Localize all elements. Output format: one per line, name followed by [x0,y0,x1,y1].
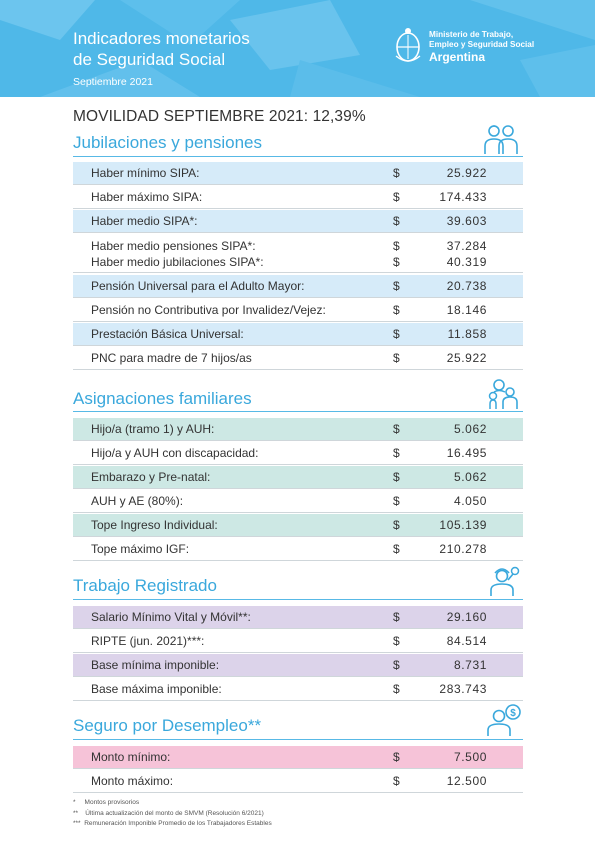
row-currency: $ [393,351,400,365]
row-value: 39.603 [446,214,487,228]
footnotes [73,798,272,830]
table-row [73,678,523,701]
row-currency: $ [393,446,400,460]
section-divider [73,739,523,740]
row-currency: $ [393,750,400,764]
section-divider [73,411,523,412]
row-currency-second: $ [393,255,400,269]
row-label: Haber medio SIPA*: [91,214,198,228]
footnote: *** Remuneración Imponible Promedio de los Trabajadores Estables [73,820,272,827]
table-row [73,746,523,769]
ministry-logo-text [429,30,534,64]
table-row [73,442,523,465]
row-currency: $ [393,658,400,672]
table-row [73,538,523,561]
coat-of-arms-icon [393,26,423,66]
row-currency: $ [393,190,400,204]
row-label-second: Haber medio jubilaciones SIPA*: [91,255,264,269]
row-value: 16.495 [446,446,487,460]
section-divider [73,156,523,157]
section-title-trabajo: Trabajo Registrado [73,576,217,595]
row-label: Hijo/a (tramo 1) y AUH: [91,422,215,436]
section-title-asignaciones: Asignaciones familiares [73,389,252,408]
family-icon [486,376,520,410]
row-currency: $ [393,303,400,317]
row-value: 5.062 [453,470,487,484]
person-money-icon [487,703,521,737]
row-currency: $ [393,542,400,556]
row-value: 283.743 [439,682,487,696]
table-row [73,466,523,489]
header-title-line1: Indicadores monetarios [73,29,250,48]
row-currency: $ [393,682,400,696]
row-label: Pensión no Contributiva por Invalidez/Vejez: [91,303,326,317]
row-currency: $ [393,239,400,253]
movilidad-heading: MOVILIDAD SEPTIEMBRE 2021: 12,39% [73,108,366,125]
row-label: AUH y AE (80%): [91,494,184,508]
table-row [73,654,523,677]
table-row [73,418,523,441]
row-value: 25.922 [446,166,487,180]
table-row [73,323,523,346]
section-divider [73,599,523,600]
row-label: Hijo/a y AUH con discapacidad: [91,446,259,460]
svg-text:$: $ [510,708,516,719]
row-value: 20.738 [446,279,487,293]
row-label: Haber medio pensiones SIPA*: [91,239,256,253]
row-currency: $ [393,422,400,436]
row-currency: $ [393,494,400,508]
section-title-seguro: Seguro por Desempleo** [73,716,262,735]
row-value: 210.278 [439,542,487,556]
worker-wrench-icon [487,563,521,597]
row-label: RIPTE (jun. 2021)***: [91,634,205,648]
row-label: Base mínima imponible: [91,658,220,672]
table-row [73,210,523,233]
row-currency: $ [393,610,400,624]
row-label: PNC para madre de 7 hijos/as [91,351,252,365]
table-row [73,235,523,273]
row-currency: $ [393,327,400,341]
section-title-jubilaciones: Jubilaciones y pensiones [73,133,263,152]
row-currency: $ [393,774,400,788]
row-value-second: 40.319 [446,255,487,269]
row-value: 25.922 [446,351,487,365]
row-value: 8.731 [453,658,487,672]
ministry-line2: Empleo y Seguridad Social [429,40,535,49]
row-label: Prestación Básica Universal: [91,327,244,341]
row-label: Salario Mínimo Vital y Móvil**: [91,610,251,624]
page-header [0,0,595,97]
table-row [73,630,523,653]
row-currency: $ [393,518,400,532]
ministry-line1: Ministerio de Trabajo, [429,30,514,39]
row-label: Monto máximo: [91,774,174,788]
ministry-country: Argentina [429,50,486,64]
row-currency: $ [393,279,400,293]
row-currency: $ [393,634,400,648]
row-value: 18.146 [446,303,487,317]
table-row [73,606,523,629]
table-row [73,299,523,322]
row-currency: $ [393,470,400,484]
row-label: Haber máximo SIPA: [91,190,203,204]
header-title-line2: de Seguridad Social [73,50,226,69]
table-row [73,514,523,537]
table-row [73,162,523,185]
row-value: 29.160 [446,610,487,624]
row-value: 7.500 [453,750,487,764]
row-label: Monto mínimo: [91,750,171,764]
footnote: ** Última actualización del monto de SMVM (Resolución 6/2021) [73,809,264,817]
row-label: Haber mínimo SIPA: [91,166,200,180]
row-label: Tope Ingreso Individual: [91,518,218,532]
row-label: Tope máximo IGF: [91,542,190,556]
row-value: 105.139 [439,518,487,532]
row-label: Pensión Universal para el Adulto Mayor: [91,279,305,293]
table-row [73,186,523,209]
table-row [73,490,523,513]
row-value: 11.858 [447,327,487,341]
table-row [73,275,523,298]
header-period: Septiembre 2021 [73,76,153,88]
row-value: 12.500 [446,774,487,788]
row-value: 5.062 [453,422,487,436]
table-row [73,770,523,793]
footnote: * Montos provisorios [73,799,140,806]
elderly-couple-icon [484,121,518,155]
row-value: 4.050 [453,494,487,508]
row-label: Embarazo y Pre-natal: [91,470,211,484]
row-currency: $ [393,214,400,228]
header-title [73,28,250,70]
row-value: 84.514 [446,634,487,648]
table-row [73,347,523,370]
row-value: 174.433 [439,190,487,204]
row-value: 37.284 [446,239,487,253]
row-currency: $ [393,166,400,180]
row-label: Base máxima imponible: [91,682,222,696]
